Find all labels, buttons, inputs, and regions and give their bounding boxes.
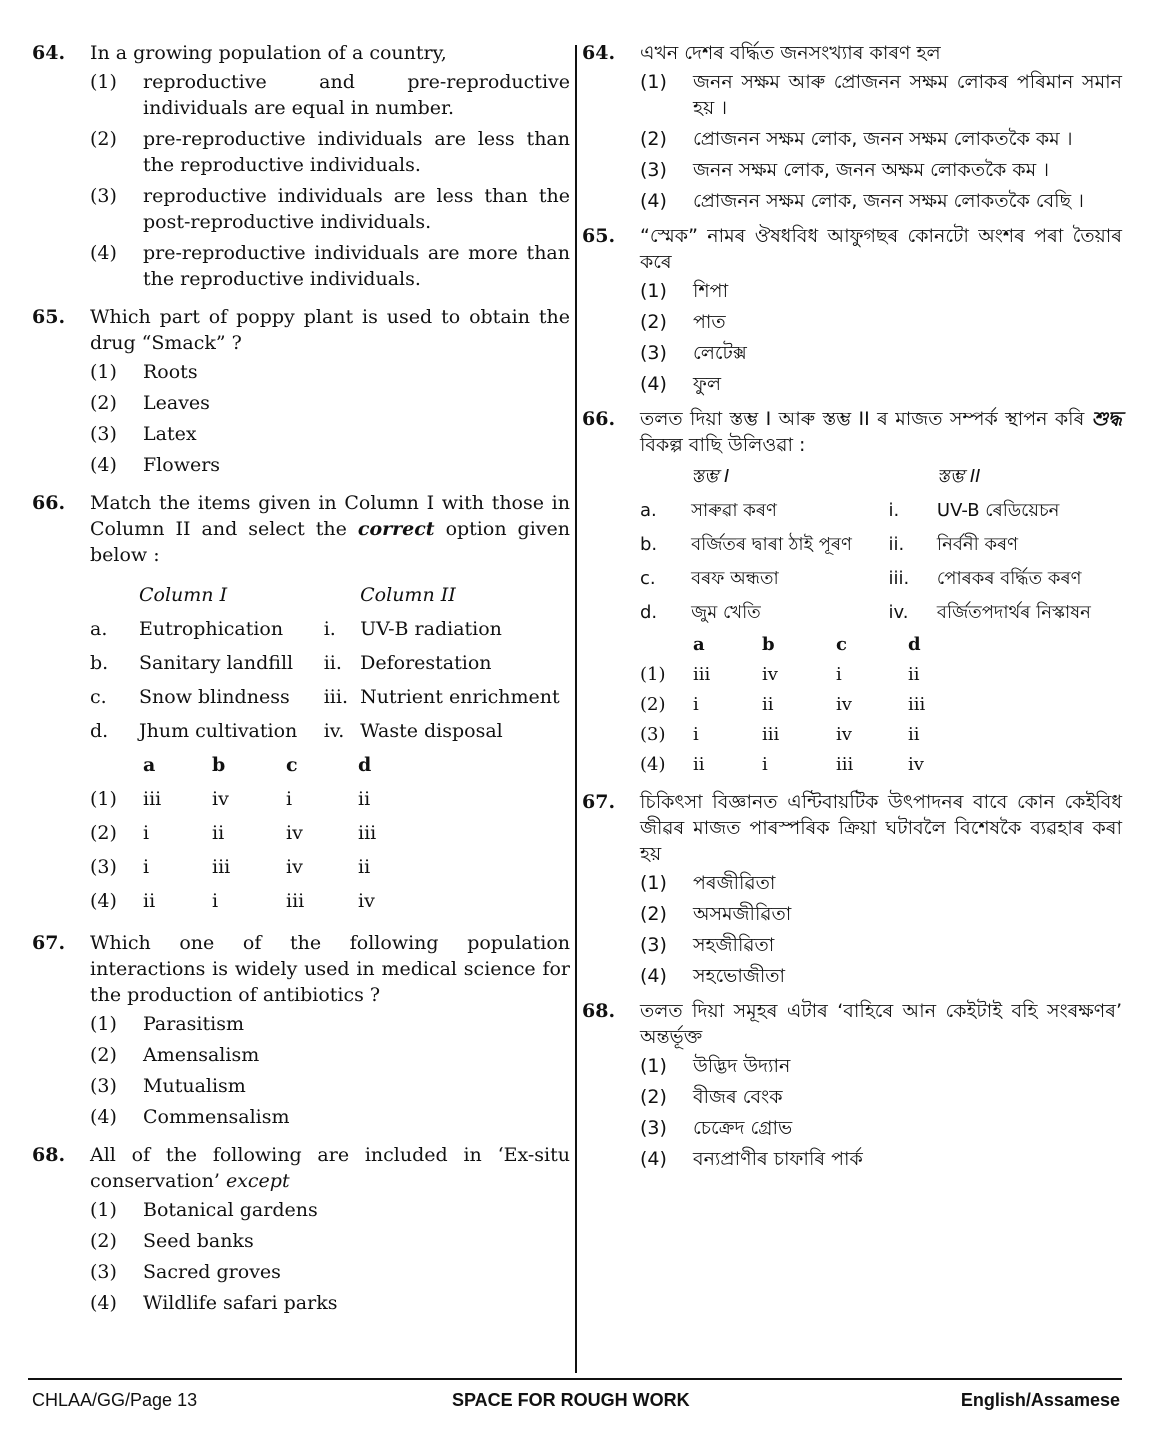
option-4: (4) Commensalism (90, 1106, 290, 1128)
option-4: (4) Wildlife safari parks (90, 1292, 338, 1314)
question-number: 65. (32, 306, 66, 328)
option-4: (4) ফুল (640, 373, 722, 395)
option-3: (3) Latex (90, 423, 197, 445)
question-text: Match the items given in Column I with those in Column II and select the correct option given below : (90, 492, 570, 566)
question-number: 64. (582, 42, 616, 64)
question-66-as (582, 406, 1122, 780)
option-2: (2) অসমজীৱিতা (640, 903, 792, 925)
option-4: (4) Flowers (90, 454, 221, 476)
answer-table: a b c d (1) iii iv i ii (2) i ii iv iii (3) i iii iv ii (4) ii i iii iv (90, 754, 377, 912)
question-number: 68. (582, 1000, 616, 1022)
option-3: (3) Sacred groves (90, 1261, 281, 1283)
footer-rule (28, 1378, 1122, 1380)
question-number: 65. (582, 225, 616, 247)
option-2: (2) প্ৰোজনন সক্ষম লোক, জনন সক্ষম লোকতকৈ কম । (640, 128, 1073, 150)
option-2: (2) পাত (640, 311, 726, 333)
option-2: (2) বীজৰ বেংক (640, 1086, 783, 1108)
option-4: (4) বন্যপ্ৰাণীৰ চাফাৰি পাৰ্ক (640, 1148, 863, 1170)
question-67-en (32, 930, 570, 1130)
match-table: স্তম্ভ I স্তম্ভ II a. সাৰুৱা কৰণ i. UV-B ৰেডিয়েচন b. বৰ্জিতৰ দ্বাৰা ঠাই পূৰণ ii. নিৰ্বনী কৰণ c. বৰফ অন্ধতা iii. পোৰকৰ বৰ্দ্ধিত কৰণ d. জুম খেতি iv. বৰ্জিতপদাৰ্থৰ নিস্কাষন (640, 466, 1091, 623)
question-number: 64. (32, 42, 66, 64)
question-number: 67. (582, 791, 616, 813)
question-text: “স্মেক” নামৰ ঔষধবিধ আফুগছৰ কোনটো অংশৰ পৰা তৈয়াৰ কৰে (640, 225, 1122, 273)
question-number: 67. (32, 932, 66, 954)
option-1: (1) Botanical gardens (90, 1199, 318, 1221)
option-1: (1) পৰজীৱিতা (640, 872, 776, 894)
question-text: All of the following are included in ‘Ex-situ conservation’ except (90, 1144, 570, 1192)
option-2: (2) Seed banks (90, 1230, 254, 1252)
option-2: (2) Amensalism (90, 1044, 260, 1066)
option-3: (3) সহজীৱিতা (640, 934, 775, 956)
option-3: (3) চেক্ৰেদ গ্ৰোভ (640, 1117, 793, 1139)
option-1: (1) উদ্ভিদ উদ্যান (640, 1055, 791, 1077)
page-code: CHLAA/GG/Page 13 (32, 1390, 198, 1410)
option-2: (2) pre-reproductive individuals are less than the reproductive individuals. (90, 128, 570, 176)
question-text: তলত দিয়া স্তম্ভ I আৰু স্তম্ভ II ৰ মাজত সম্পৰ্ক স্থাপন কৰি শুদ্ধ বিকল্প বাছি উলিওৱা : (640, 408, 1122, 456)
option-3: (3) জনন সক্ষম লোক, জনন অক্ষম লোকতকৈ কম । (640, 159, 1050, 181)
option-1: (1) Roots (90, 361, 198, 383)
question-number: 66. (32, 492, 66, 514)
question-text: Which part of poppy plant is used to obtain the drug “Smack” ? (90, 306, 570, 354)
question-68-as (582, 998, 1122, 1172)
option-3: (3) Mutualism (90, 1075, 246, 1097)
option-2: (2) Leaves (90, 392, 210, 414)
option-1: (1) Parasitism (90, 1013, 244, 1035)
option-1: (1) জনন সক্ষম আৰু প্ৰোজনন সক্ষম লোকৰ পৰিমান সমান হয় । (640, 71, 1122, 119)
question-64-as (582, 40, 1122, 214)
option-3: (3) লেটেক্স (640, 342, 747, 364)
question-text: Which one of the following population interactions is widely used in medical science for the production of antibiotics ? (90, 932, 570, 1006)
answer-table: a b c d (1) iii iv i ii (2) i ii iv iii (3) i iii iv ii (4) ii i iii iv (640, 634, 926, 775)
question-67-as (582, 789, 1122, 989)
match-table: Column I Column II a. Eutrophication i. UV-B radiation b. Sanitary landfill ii. Deforestation c. Snow blindness iii. Nutrient enrichment d. Jhum cultivation iv. Waste disposal (90, 584, 560, 742)
question-66-en (32, 490, 570, 918)
question-68-en (32, 1142, 570, 1316)
option-1: (1) শিপা (640, 280, 729, 302)
option-4: (4) সহভোজীতা (640, 965, 786, 987)
column-divider (575, 45, 577, 1373)
question-text: চিকিৎসা বিজ্ঞানত এন্টিবায়টিক উৎপাদনৰ বাবে কোন কেইবিধ জীৱৰ মাজত পাৰস্পৰিক ক্ৰিয়া ঘটাবলৈ বিশেষকৈ ব্যৱহাৰ কৰা হয় (640, 791, 1122, 865)
question-text: এখন দেশৰ বৰ্দ্ধিত জনসংখ্যাৰ কাৰণ হল (640, 42, 941, 64)
question-number: 68. (32, 1144, 66, 1166)
option-4: (4) প্ৰোজনন সক্ষম লোক, জনন সক্ষম লোকতকৈ বেছি । (640, 190, 1084, 212)
question-65-as (582, 223, 1122, 397)
english-column (32, 40, 570, 1328)
language-label: English/Assamese (960, 1390, 1120, 1410)
question-65-en (32, 304, 570, 478)
option-1: (1) reproductive and pre-reproductive individuals are equal in number. (90, 71, 570, 119)
option-4: (4) pre-reproductive individuals are more than the reproductive individuals. (90, 242, 570, 290)
option-3: (3) reproductive individuals are less than the post-reproductive individuals. (90, 185, 570, 233)
assamese-column (582, 40, 1122, 1181)
question-number: 66. (582, 408, 616, 430)
rough-work-label: SPACE FOR ROUGH WORK (452, 1390, 690, 1410)
question-text: তলত দিয়া সমূহৰ এটাৰ ‘বাহিৰে আন কেইটাই বহি সংৰক্ষণৰ’ অন্তৰ্ভূক্ত (640, 1000, 1122, 1048)
question-text: In a growing population of a country, (90, 42, 447, 64)
question-64-en (32, 40, 570, 292)
